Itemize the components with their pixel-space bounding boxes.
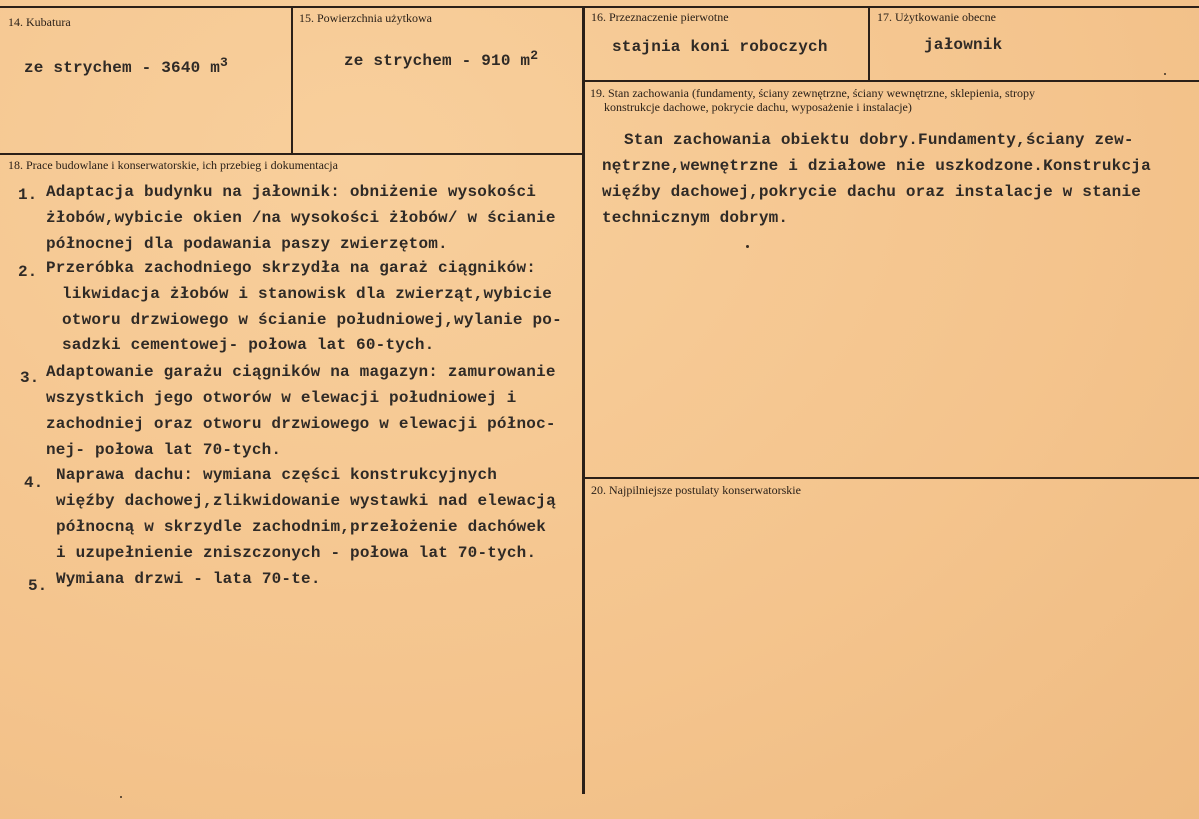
prace-item-3-line-1: Adaptowanie garażu ciągników na magazyn: zamurowanie	[46, 363, 556, 381]
prace-item-1-line-1: Adaptacja budynku na jałownik: obniżenie wysokości	[46, 183, 537, 201]
stan-zachowania-label-line1: 19. Stan zachowania (fundamenty, ściany zewnętrzne, ściany wewnętrzne, sklepienia, stropy	[590, 86, 1036, 100]
stan-zachowania-line-2: nętrzne,wewnętrzne i działowe nie uszkodzone.Konstrukcja	[602, 157, 1151, 175]
prace-item-5-line-1: Wymiana drzwi - lata 70-te.	[56, 570, 321, 588]
margin-mark	[1164, 73, 1166, 75]
kubatura-value	[24, 55, 229, 77]
stan-zachowania-line-4: technicznym dobrym.	[602, 209, 789, 227]
stan-zachowania-line-1: Stan zachowania obiektu dobry.Fundamenty,ściany zew-	[624, 131, 1134, 149]
center-divider	[582, 8, 585, 794]
prace-item-3-line-3: zachodniej oraz otworu drzwiowego w elewacji północ-	[46, 415, 556, 433]
prace-item-4-line-4: i uzupełnienie zniszczonych - połowa lat 70-tych.	[56, 544, 537, 562]
powierzchnia-value-text: ze strychem - 910 m	[344, 52, 531, 70]
row-divider-14-18	[0, 153, 584, 155]
prace-item-2-line-2: likwidacja żłobów i stanowisk dla zwierząt,wybicie	[62, 285, 553, 303]
uzytkowanie-value: jałownik	[924, 36, 1003, 54]
kubatura-unit-sup: 3	[220, 55, 229, 70]
prace-item-3-number: 3.	[20, 369, 40, 387]
powierzchnia-value	[344, 48, 539, 70]
prace-item-1-line-2: żłobów,wybicie okien /na wysokości żłobów/ w ścianie	[46, 209, 556, 227]
stan-zachowania-label-line2: konstrukcje dachowe, pokrycie dachu, wyposażenie i instalacje)	[604, 100, 912, 114]
prace-item-3-line-4: nej- połowa lat 70-tych.	[46, 441, 282, 459]
prace-item-2-line-1: Przeróbka zachodniego skrzydła na garaż ciągników:	[46, 259, 537, 277]
uzytkowanie-label: 17. Użytkowanie obecne	[877, 10, 996, 24]
prace-item-3-line-2: wszystkich jego otworów w elewacji południowej i	[46, 389, 517, 407]
prace-item-4-number: 4.	[24, 474, 44, 492]
powierzchnia-label: 15. Powierzchnia użytkowa	[299, 11, 432, 25]
przeznaczenie-label: 16. Przeznaczenie pierwotne	[591, 10, 729, 24]
ink-dot	[746, 245, 749, 248]
divider-14-15	[291, 8, 293, 153]
prace-item-2-number: 2.	[18, 263, 38, 281]
prace-item-2-line-4: sadzki cementowej- połowa lat 60-tych.	[62, 336, 435, 354]
powierzchnia-unit-sup: 2	[530, 48, 539, 63]
kubatura-label: 14. Kubatura	[8, 15, 71, 29]
divider-16-17	[868, 8, 870, 80]
prace-item-1-line-3: północnej dla podawania paszy zwierzętom.	[46, 235, 448, 253]
margin-mark	[120, 796, 122, 798]
top-border	[0, 6, 1199, 8]
prace-item-4-line-1: Naprawa dachu: wymiana części konstrukcyjnych	[56, 466, 498, 484]
prace-item-5-number: 5.	[28, 577, 48, 595]
prace-item-1-number: 1.	[18, 186, 38, 204]
prace-item-4-line-3: północną w skrzydle zachodnim,przełożenie dachówek	[56, 518, 547, 536]
prace-item-2-line-3: otworu drzwiowego w ścianie południowej,wylanie po-	[62, 311, 562, 329]
row-divider-16-19	[584, 80, 1199, 82]
prace-item-4-line-2: więźby dachowej,zlikwidowanie wystawki nad elewacją	[56, 492, 556, 510]
stan-zachowania-line-3: więźby dachowej,pokrycie dachu oraz instalacje w stanie	[602, 183, 1142, 201]
postulaty-label: 20. Najpilniejsze postulaty konserwatorskie	[591, 483, 801, 497]
row-divider-19-20	[584, 477, 1199, 479]
kubatura-value-text: ze strychem - 3640 m	[24, 59, 221, 77]
przeznaczenie-value: stajnia koni roboczych	[612, 38, 828, 56]
prace-label: 18. Prace budowlane i konserwatorskie, ich przebieg i dokumentacja	[8, 158, 338, 172]
